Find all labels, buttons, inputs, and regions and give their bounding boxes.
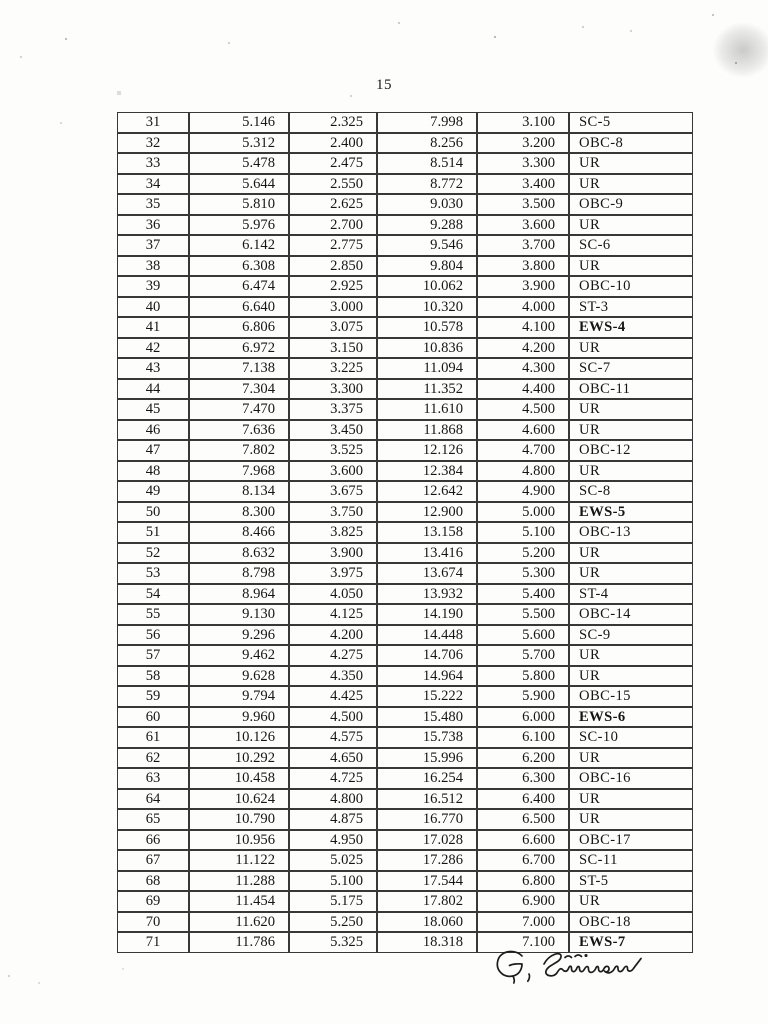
cell-value-4: 3.700 [477, 235, 569, 256]
cell-value-2: 3.375 [289, 399, 377, 420]
cell-value-1: 11.454 [189, 891, 289, 912]
cell-value-2: 3.300 [289, 379, 377, 400]
cell-value-1: 5.976 [189, 215, 289, 236]
cell-value-1: 5.478 [189, 153, 289, 174]
table-row [117, 584, 693, 605]
cell-value-2: 4.200 [289, 625, 377, 646]
cell-value-1: 11.122 [189, 850, 289, 871]
cell-value-1: 6.308 [189, 256, 289, 277]
cell-value-2: 4.275 [289, 645, 377, 666]
cell-serial: 45 [117, 399, 189, 420]
cell-value-4: 5.200 [477, 543, 569, 564]
cell-category: ST-5 [569, 871, 693, 892]
cell-serial: 51 [117, 522, 189, 543]
cell-value-1: 5.644 [189, 174, 289, 195]
cell-value-2: 4.650 [289, 748, 377, 769]
cell-category: UR [569, 543, 693, 564]
cell-category: SC-11 [569, 850, 693, 871]
cell-value-2: 4.500 [289, 707, 377, 728]
cell-category: EWS-5 [569, 502, 693, 523]
table-row [117, 317, 693, 338]
table-row [117, 666, 693, 687]
cell-value-4: 5.800 [477, 666, 569, 687]
table-row [117, 604, 693, 625]
cell-value-2: 2.925 [289, 276, 377, 297]
cell-value-3: 17.028 [377, 830, 477, 851]
cell-value-1: 7.636 [189, 420, 289, 441]
cell-category: UR [569, 153, 693, 174]
cell-category: OBC-10 [569, 276, 693, 297]
cell-serial: 64 [117, 789, 189, 810]
cell-category: SC-6 [569, 235, 693, 256]
cell-value-2: 3.900 [289, 543, 377, 564]
cell-value-3: 8.256 [377, 133, 477, 154]
cell-category: OBC-9 [569, 194, 693, 215]
cell-value-3: 16.770 [377, 809, 477, 830]
cell-value-4: 6.700 [477, 850, 569, 871]
cell-category: SC-8 [569, 481, 693, 502]
cell-value-4: 4.800 [477, 461, 569, 482]
data-table [117, 112, 693, 953]
cell-value-4: 6.900 [477, 891, 569, 912]
cell-value-2: 2.775 [289, 235, 377, 256]
cell-value-3: 13.158 [377, 522, 477, 543]
cell-value-3: 11.352 [377, 379, 477, 400]
cell-value-4: 6.100 [477, 727, 569, 748]
cell-serial: 67 [117, 850, 189, 871]
table-row [117, 686, 693, 707]
scan-noise-speckles [0, 0, 2, 2]
cell-value-2: 4.725 [289, 768, 377, 789]
cell-category: UR [569, 174, 693, 195]
cell-value-4: 3.300 [477, 153, 569, 174]
cell-serial: 69 [117, 891, 189, 912]
cell-category: UR [569, 461, 693, 482]
table-row [117, 112, 693, 133]
cell-serial: 47 [117, 440, 189, 461]
cell-value-3: 12.384 [377, 461, 477, 482]
cell-value-3: 9.804 [377, 256, 477, 277]
cell-value-2: 4.950 [289, 830, 377, 851]
cell-value-2: 5.325 [289, 932, 377, 953]
cell-value-1: 7.470 [189, 399, 289, 420]
table-row [117, 912, 693, 933]
cell-value-4: 3.200 [477, 133, 569, 154]
cell-value-2: 2.325 [289, 112, 377, 133]
cell-value-1: 5.810 [189, 194, 289, 215]
cell-value-2: 2.850 [289, 256, 377, 277]
cell-value-3: 16.254 [377, 768, 477, 789]
table-row [117, 871, 693, 892]
cell-value-1: 10.624 [189, 789, 289, 810]
cell-category: EWS-6 [569, 707, 693, 728]
cell-value-4: 4.400 [477, 379, 569, 400]
cell-value-3: 10.320 [377, 297, 477, 318]
cell-serial: 38 [117, 256, 189, 277]
cell-value-1: 9.628 [189, 666, 289, 687]
table-row [117, 707, 693, 728]
cell-value-1: 6.142 [189, 235, 289, 256]
cell-value-3: 14.448 [377, 625, 477, 646]
cell-value-4: 5.100 [477, 522, 569, 543]
cell-serial: 33 [117, 153, 189, 174]
cell-serial: 65 [117, 809, 189, 830]
cell-value-3: 12.126 [377, 440, 477, 461]
cell-category: UR [569, 338, 693, 359]
cell-value-3: 9.288 [377, 215, 477, 236]
cell-value-1: 8.134 [189, 481, 289, 502]
cell-value-1: 7.304 [189, 379, 289, 400]
cell-value-1: 10.126 [189, 727, 289, 748]
table-body [117, 112, 693, 953]
table-row [117, 440, 693, 461]
cell-value-1: 11.620 [189, 912, 289, 933]
table-row [117, 235, 693, 256]
cell-category: OBC-12 [569, 440, 693, 461]
cell-value-3: 11.868 [377, 420, 477, 441]
cell-value-3: 8.514 [377, 153, 477, 174]
cell-serial: 56 [117, 625, 189, 646]
cell-category: UR [569, 420, 693, 441]
cell-serial: 46 [117, 420, 189, 441]
cell-value-1: 10.292 [189, 748, 289, 769]
cell-serial: 50 [117, 502, 189, 523]
cell-value-4: 5.400 [477, 584, 569, 605]
signature-handwriting-icon [492, 947, 664, 995]
cell-category: SC-9 [569, 625, 693, 646]
cell-value-2: 2.700 [289, 215, 377, 236]
cell-category: UR [569, 256, 693, 277]
table-row [117, 727, 693, 748]
table-row [117, 563, 693, 584]
cell-serial: 55 [117, 604, 189, 625]
cell-serial: 62 [117, 748, 189, 769]
cell-category: UR [569, 399, 693, 420]
cell-value-2: 4.575 [289, 727, 377, 748]
cell-value-4: 4.200 [477, 338, 569, 359]
cell-value-1: 9.296 [189, 625, 289, 646]
table-row [117, 891, 693, 912]
cell-value-3: 17.802 [377, 891, 477, 912]
cell-value-3: 15.996 [377, 748, 477, 769]
cell-value-3: 15.222 [377, 686, 477, 707]
table-row [117, 830, 693, 851]
table-row [117, 502, 693, 523]
cell-value-1: 8.632 [189, 543, 289, 564]
cell-category: UR [569, 563, 693, 584]
cell-value-4: 6.300 [477, 768, 569, 789]
cell-value-1: 6.972 [189, 338, 289, 359]
cell-serial: 59 [117, 686, 189, 707]
cell-value-3: 13.932 [377, 584, 477, 605]
cell-value-3: 11.094 [377, 358, 477, 379]
cell-value-4: 6.200 [477, 748, 569, 769]
cell-category: UR [569, 215, 693, 236]
table-row [117, 297, 693, 318]
cell-category: ST-3 [569, 297, 693, 318]
cell-category: SC-10 [569, 727, 693, 748]
table-row [117, 481, 693, 502]
cell-value-3: 11.610 [377, 399, 477, 420]
table-row [117, 420, 693, 441]
cell-value-1: 11.786 [189, 932, 289, 953]
table-row [117, 748, 693, 769]
cell-serial: 37 [117, 235, 189, 256]
cell-value-4: 6.600 [477, 830, 569, 851]
cell-value-3: 9.030 [377, 194, 477, 215]
cell-value-3: 12.642 [377, 481, 477, 502]
cell-value-1: 11.288 [189, 871, 289, 892]
cell-value-4: 4.000 [477, 297, 569, 318]
table-row [117, 379, 693, 400]
cell-value-4: 6.800 [477, 871, 569, 892]
cell-value-2: 4.800 [289, 789, 377, 810]
cell-serial: 70 [117, 912, 189, 933]
cell-value-4: 6.500 [477, 809, 569, 830]
cell-value-1: 10.458 [189, 768, 289, 789]
cell-value-4: 3.900 [477, 276, 569, 297]
cell-value-3: 13.674 [377, 563, 477, 584]
cell-category: UR [569, 891, 693, 912]
cell-category: OBC-15 [569, 686, 693, 707]
cell-value-1: 5.146 [189, 112, 289, 133]
cell-value-3: 14.190 [377, 604, 477, 625]
cell-serial: 43 [117, 358, 189, 379]
cell-serial: 60 [117, 707, 189, 728]
cell-serial: 66 [117, 830, 189, 851]
cell-value-4: 5.700 [477, 645, 569, 666]
cell-value-2: 2.475 [289, 153, 377, 174]
cell-serial: 48 [117, 461, 189, 482]
cell-value-2: 5.175 [289, 891, 377, 912]
cell-category: OBC-11 [569, 379, 693, 400]
cell-value-2: 4.050 [289, 584, 377, 605]
cell-value-4: 5.300 [477, 563, 569, 584]
cell-category: UR [569, 789, 693, 810]
cell-value-4: 6.400 [477, 789, 569, 810]
cell-serial: 44 [117, 379, 189, 400]
cell-value-2: 3.450 [289, 420, 377, 441]
cell-value-1: 9.794 [189, 686, 289, 707]
cell-value-1: 8.466 [189, 522, 289, 543]
cell-value-1: 8.300 [189, 502, 289, 523]
cell-value-2: 4.125 [289, 604, 377, 625]
cell-value-3: 16.512 [377, 789, 477, 810]
cell-serial: 35 [117, 194, 189, 215]
cell-value-2: 3.675 [289, 481, 377, 502]
cell-category: OBC-13 [569, 522, 693, 543]
cell-value-4: 4.300 [477, 358, 569, 379]
cell-value-4: 3.500 [477, 194, 569, 215]
cell-value-3: 10.062 [377, 276, 477, 297]
cell-value-1: 8.798 [189, 563, 289, 584]
cell-value-2: 2.400 [289, 133, 377, 154]
cell-value-2: 3.000 [289, 297, 377, 318]
cell-category: OBC-18 [569, 912, 693, 933]
cell-category: EWS-4 [569, 317, 693, 338]
cell-value-2: 5.025 [289, 850, 377, 871]
cell-serial: 36 [117, 215, 189, 236]
cell-category: ST-4 [569, 584, 693, 605]
cell-value-2: 3.225 [289, 358, 377, 379]
cell-serial: 42 [117, 338, 189, 359]
table-row [117, 338, 693, 359]
cell-category: OBC-14 [569, 604, 693, 625]
cell-value-2: 3.150 [289, 338, 377, 359]
cell-value-3: 17.544 [377, 871, 477, 892]
cell-value-2: 5.100 [289, 871, 377, 892]
page-number: 15 [376, 77, 392, 93]
cell-value-1: 6.806 [189, 317, 289, 338]
cell-serial: 57 [117, 645, 189, 666]
cell-category: UR [569, 809, 693, 830]
cell-value-4: 3.800 [477, 256, 569, 277]
cell-serial: 61 [117, 727, 189, 748]
cell-value-2: 4.350 [289, 666, 377, 687]
cell-value-4: 4.500 [477, 399, 569, 420]
cell-category: OBC-8 [569, 133, 693, 154]
cell-serial: 58 [117, 666, 189, 687]
cell-value-4: 5.600 [477, 625, 569, 646]
cell-serial: 39 [117, 276, 189, 297]
cell-category: OBC-16 [569, 768, 693, 789]
table-row [117, 174, 693, 195]
cell-value-2: 4.425 [289, 686, 377, 707]
cell-value-2: 5.250 [289, 912, 377, 933]
cell-serial: 32 [117, 133, 189, 154]
cell-value-3: 17.286 [377, 850, 477, 871]
table-row [117, 133, 693, 154]
signature [492, 947, 664, 995]
cell-value-1: 5.312 [189, 133, 289, 154]
cell-value-4: 4.100 [477, 317, 569, 338]
cell-value-2: 3.525 [289, 440, 377, 461]
table-row [117, 153, 693, 174]
table-row [117, 789, 693, 810]
cell-serial: 71 [117, 932, 189, 953]
cell-serial: 41 [117, 317, 189, 338]
cell-value-2: 3.075 [289, 317, 377, 338]
table-row [117, 522, 693, 543]
table-row [117, 809, 693, 830]
cell-serial: 52 [117, 543, 189, 564]
cell-category: UR [569, 645, 693, 666]
cell-category: SC-5 [569, 112, 693, 133]
cell-category: EWS-7 [569, 932, 693, 953]
cell-value-2: 3.750 [289, 502, 377, 523]
table-row [117, 625, 693, 646]
cell-value-3: 9.546 [377, 235, 477, 256]
table-row [117, 256, 693, 277]
table-row [117, 850, 693, 871]
scan-noise-blob [704, 14, 768, 86]
cell-serial: 49 [117, 481, 189, 502]
table-row [117, 358, 693, 379]
cell-value-3: 10.578 [377, 317, 477, 338]
cell-serial: 53 [117, 563, 189, 584]
cell-value-1: 10.790 [189, 809, 289, 830]
cell-value-4: 5.500 [477, 604, 569, 625]
cell-serial: 34 [117, 174, 189, 195]
cell-value-1: 7.138 [189, 358, 289, 379]
cell-value-3: 14.964 [377, 666, 477, 687]
cell-value-4: 4.900 [477, 481, 569, 502]
cell-serial: 68 [117, 871, 189, 892]
cell-value-4: 6.000 [477, 707, 569, 728]
table-row [117, 276, 693, 297]
cell-value-4: 3.100 [477, 112, 569, 133]
cell-value-4: 7.100 [477, 932, 569, 953]
table-row [117, 768, 693, 789]
cell-serial: 63 [117, 768, 189, 789]
cell-value-3: 12.900 [377, 502, 477, 523]
cell-value-1: 9.960 [189, 707, 289, 728]
cell-value-2: 3.600 [289, 461, 377, 482]
cell-value-4: 5.900 [477, 686, 569, 707]
table-row [117, 543, 693, 564]
cell-value-1: 6.640 [189, 297, 289, 318]
table-row [117, 461, 693, 482]
cell-category: OBC-17 [569, 830, 693, 851]
cell-value-4: 3.600 [477, 215, 569, 236]
cell-value-4: 4.700 [477, 440, 569, 461]
cell-serial: 54 [117, 584, 189, 605]
cell-value-2: 4.875 [289, 809, 377, 830]
cell-value-1: 7.968 [189, 461, 289, 482]
cell-category: UR [569, 666, 693, 687]
cell-category: SC-7 [569, 358, 693, 379]
cell-value-3: 7.998 [377, 112, 477, 133]
cell-category: UR [569, 748, 693, 769]
cell-value-2: 2.625 [289, 194, 377, 215]
table-row [117, 645, 693, 666]
cell-value-3: 8.772 [377, 174, 477, 195]
cell-value-1: 10.956 [189, 830, 289, 851]
table-row [117, 215, 693, 236]
cell-value-3: 13.416 [377, 543, 477, 564]
cell-value-2: 2.550 [289, 174, 377, 195]
cell-value-3: 15.480 [377, 707, 477, 728]
cell-value-4: 4.600 [477, 420, 569, 441]
table-row [117, 194, 693, 215]
cell-value-4: 7.000 [477, 912, 569, 933]
cell-value-3: 18.318 [377, 932, 477, 953]
cell-value-1: 8.964 [189, 584, 289, 605]
cell-value-1: 7.802 [189, 440, 289, 461]
cell-value-1: 6.474 [189, 276, 289, 297]
cell-value-3: 14.706 [377, 645, 477, 666]
cell-value-1: 9.462 [189, 645, 289, 666]
cell-value-4: 5.000 [477, 502, 569, 523]
cell-value-2: 3.975 [289, 563, 377, 584]
cell-value-2: 3.825 [289, 522, 377, 543]
cell-value-3: 15.738 [377, 727, 477, 748]
cell-value-4: 3.400 [477, 174, 569, 195]
cell-serial: 40 [117, 297, 189, 318]
cell-value-3: 18.060 [377, 912, 477, 933]
cell-value-3: 10.836 [377, 338, 477, 359]
cell-serial: 31 [117, 112, 189, 133]
table-row [117, 399, 693, 420]
cell-value-1: 9.130 [189, 604, 289, 625]
